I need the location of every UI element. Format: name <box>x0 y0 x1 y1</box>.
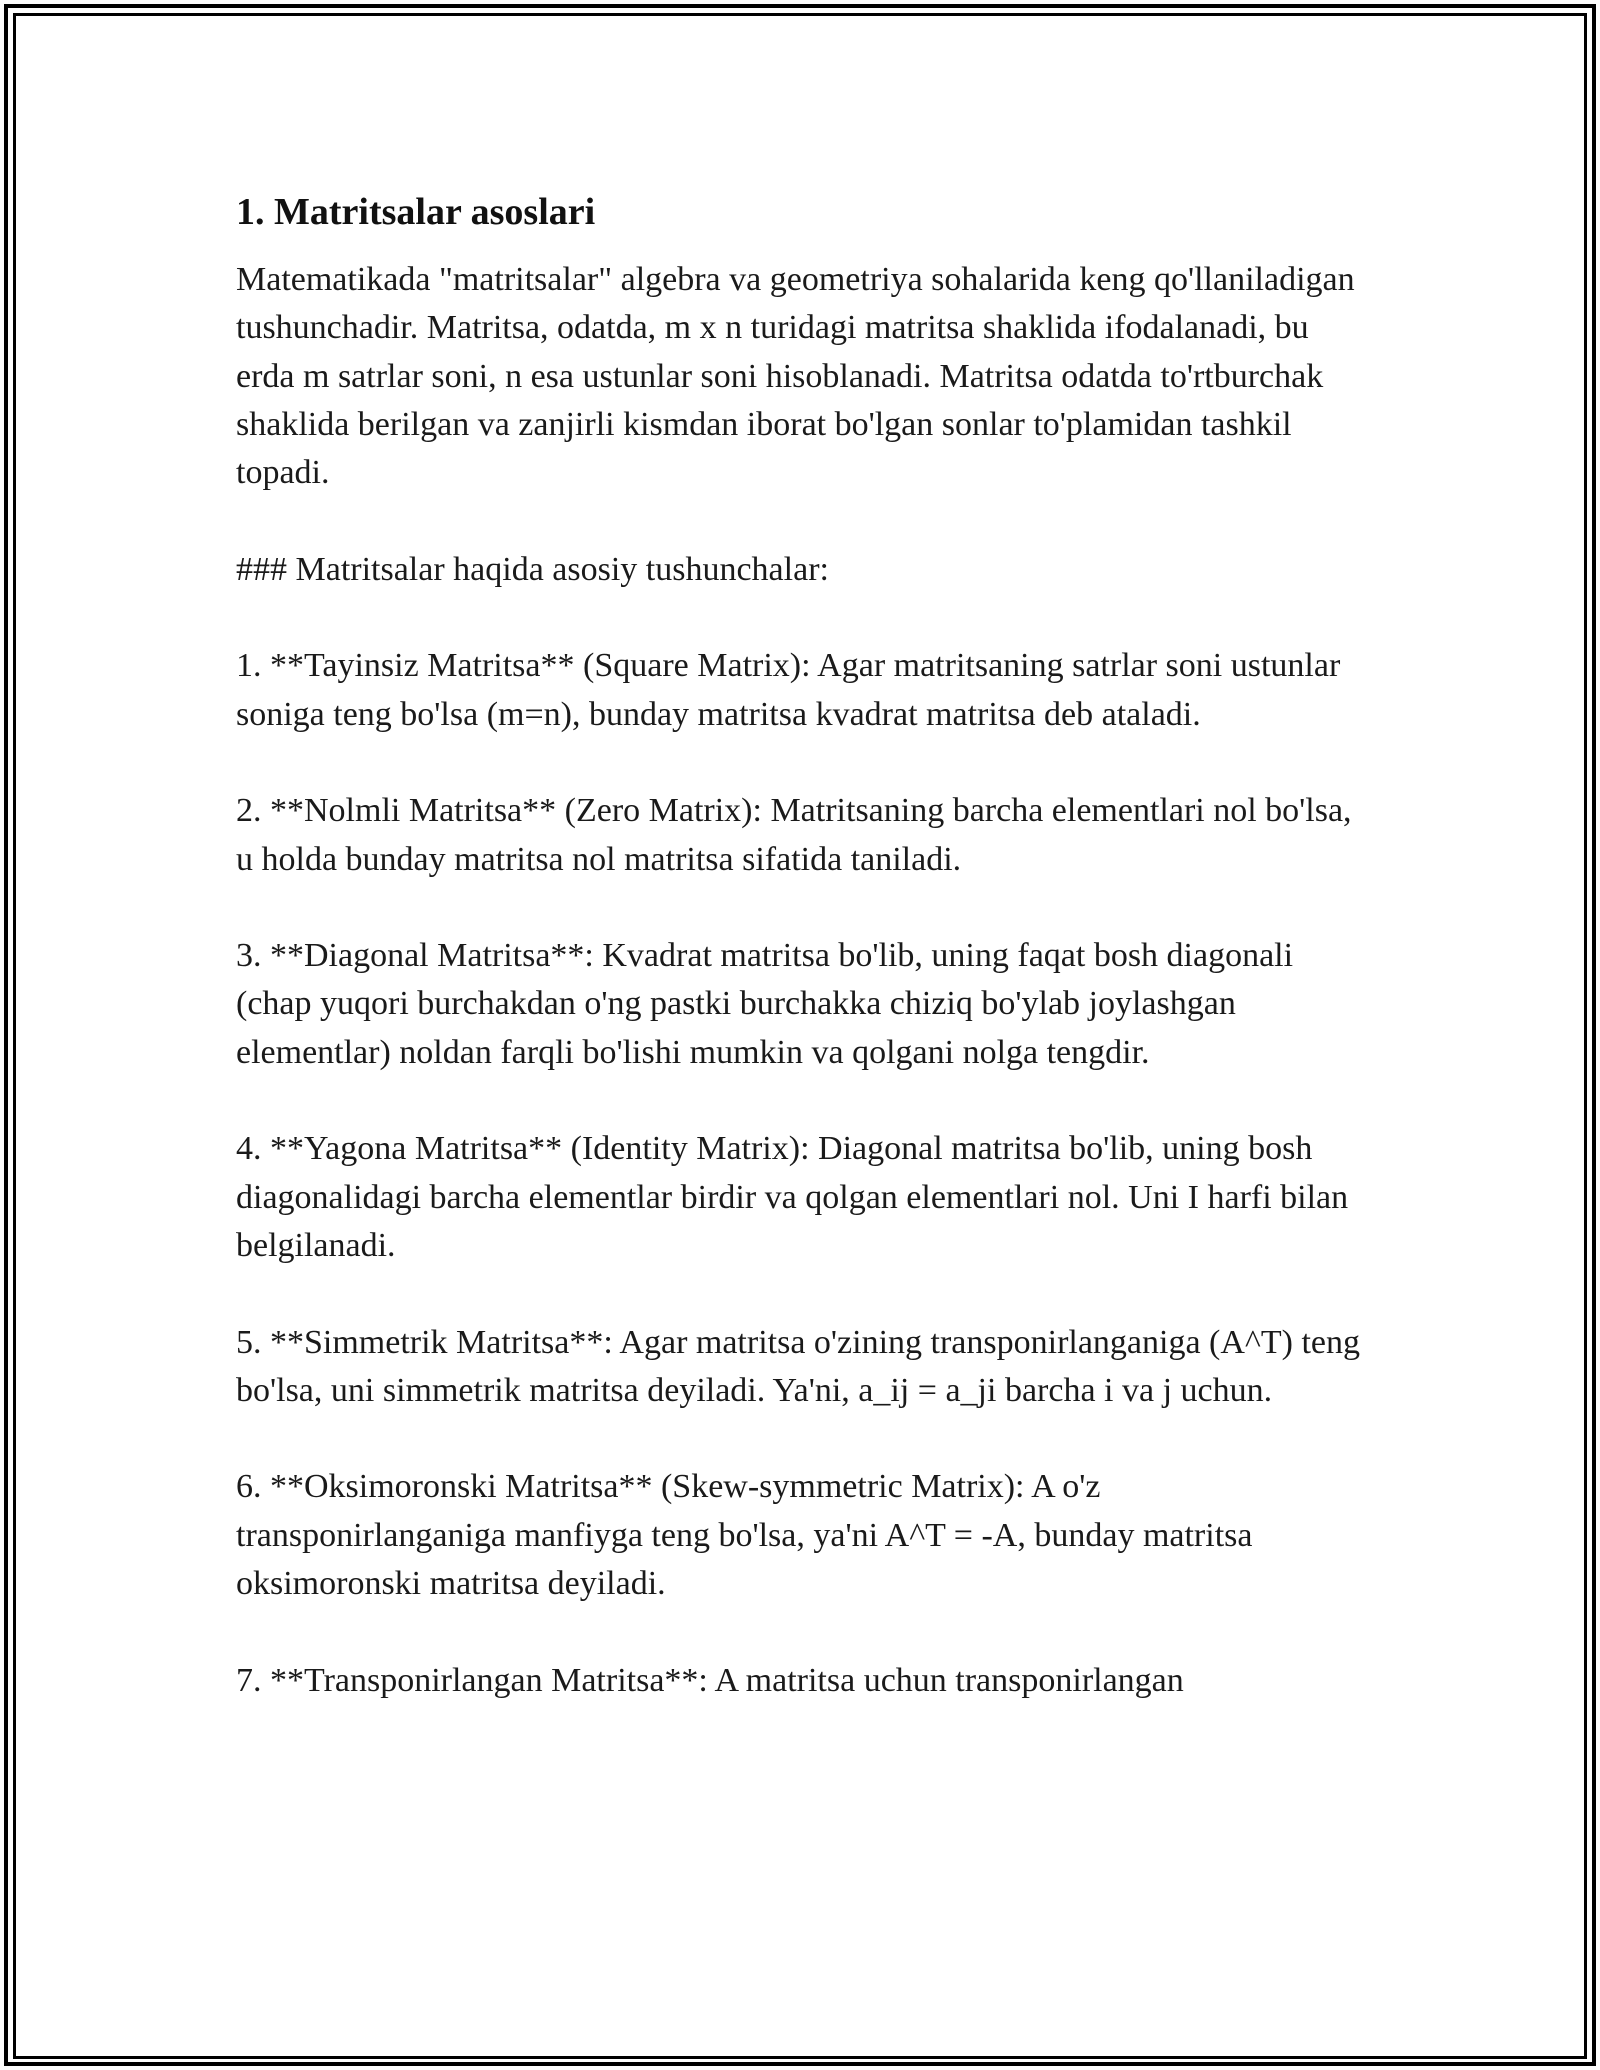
section-heading: 1. Matritsalar asoslari <box>236 191 596 233</box>
document-body <box>236 188 1366 1753</box>
list-item-symmetric-matrix: 5. **Simmetrik Matritsa**: Agar matritsa o'zining transponirlanganiga (A^T) teng bo'lsa, uni simmetrik matritsa deyiladi. Ya'ni, a_ij = a_ji barcha i va j uchun. <box>236 1323 1361 1409</box>
list-item-skew-symmetric-matrix: 6. **Oksimoronski Matritsa** (Skew-symmetric Matrix): A o'z transponirlanganiga manfiyga teng bo'lsa, ya'ni A^T = -A, bunday matritsa oksimoronski matritsa deyiladi. <box>236 1468 1253 1603</box>
list-item-transposed-matrix: 7. **Transponirlangan Matritsa**: A matritsa uchun transponirlangan <box>236 1661 1184 1699</box>
subheading-paragraph: ### Matritsalar haqida asosiy tushunchalar: <box>236 550 829 588</box>
list-item-square-matrix: 1. **Tayinsiz Matritsa** (Square Matrix): Agar matritsaning satrlar soni ustunlar soniga teng bo'lsa (m=n), bunday matritsa kvadrat matritsa deb ataladi. <box>236 647 1341 733</box>
list-item-zero-matrix: 2. **Nolmli Matritsa** (Zero Matrix): Matritsaning barcha elementlari nol bo'lsa, u holda bunday matritsa nol matritsa sifatida taniladi. <box>236 792 1352 878</box>
intro-paragraph: Matematikada "matritsalar" algebra va geometriya sohalarida keng qo'llaniladigan tushunchadir. Matritsa, odatda, m x n turidagi matritsa shaklida ifodalanadi, bu erda m satrlar soni, n esa ustunlar soni hisoblanadi. Matritsa odatda to'rtburchak shaklida berilgan va zanjirli kismdan iborat bo'lgan sonlar to'plamidan tashkil topadi. <box>236 261 1355 492</box>
list-item-identity-matrix: 4. **Yagona Matritsa** (Identity Matrix): Diagonal matritsa bo'lib, uning bosh diagonalidagi barcha elementlar birdir va qolgan elementlari nol. Uni I harfi bilan belgilanadi. <box>236 1130 1349 1264</box>
list-item-diagonal-matrix: 3. **Diagonal Matritsa**: Kvadrat matritsa bo'lib, uning faqat bosh diagonali (chap yuqori burchakdan o'ng pastki burchakka chiziq bo'ylab joylashgan elementlar) noldan farqli bo'lishi mumkin va qolgani nolga tengdir. <box>236 937 1294 1071</box>
